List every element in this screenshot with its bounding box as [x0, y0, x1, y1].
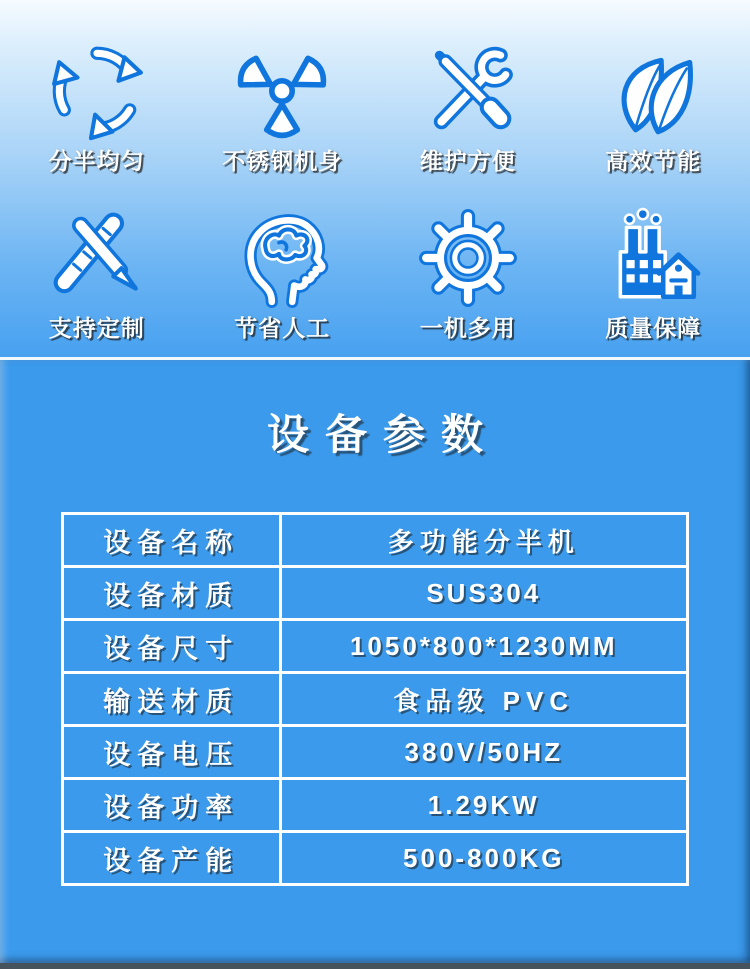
feature-label: 质量保障 [605, 314, 702, 341]
table-row [63, 726, 688, 779]
feature-quality-guarantee [561, 181, 747, 348]
spec-value: 1050*800*1230MM [280, 620, 688, 673]
feature-label: 支持定制 [48, 314, 145, 341]
feature-customizable [4, 181, 190, 348]
spec-label: 设备产能 [63, 832, 281, 885]
feature-label: 不锈钢机身 [222, 148, 343, 175]
specs-panel [0, 357, 750, 969]
gear-icon [417, 207, 519, 309]
fan-icon [231, 40, 333, 142]
feature-energy-saving [561, 14, 747, 181]
spec-value: SUS304 [280, 567, 688, 620]
feature-labor-saving [190, 181, 376, 348]
leaves-icon [602, 40, 704, 142]
spec-label: 设备功率 [63, 779, 281, 832]
spec-label: 设备名称 [63, 514, 281, 567]
spec-value: 多功能分半机 [280, 514, 688, 567]
pencil-ruler-icon [46, 207, 148, 309]
panel-title: 设备参数 [266, 411, 499, 458]
spec-label: 设备电压 [63, 726, 281, 779]
table-row [63, 620, 688, 673]
recycle-icon [46, 40, 148, 142]
feature-multi-use [375, 181, 561, 348]
table-row [63, 514, 688, 567]
feature-stainless-body [190, 14, 376, 181]
spec-label: 输送材质 [63, 673, 281, 726]
factory-icon [602, 207, 704, 309]
specs-table [61, 512, 689, 886]
feature-label: 维护方便 [419, 148, 516, 175]
feature-label: 节省人工 [234, 314, 331, 341]
features-grid [0, 0, 750, 357]
spec-value: 500-800KG [280, 832, 688, 885]
tools-icon [417, 40, 519, 142]
table-row [63, 673, 688, 726]
spec-value: 食品级 PVC [280, 673, 688, 726]
feature-label: 分半均匀 [48, 148, 145, 175]
spec-label: 设备尺寸 [63, 620, 281, 673]
spec-label: 设备材质 [63, 567, 281, 620]
feature-label: 高效节能 [605, 148, 702, 175]
feature-label: 一机多用 [419, 314, 516, 341]
table-row [63, 567, 688, 620]
spec-value: 380V/50HZ [280, 726, 688, 779]
spec-value: 1.29KW [280, 779, 688, 832]
table-row [63, 779, 688, 832]
feature-easy-maintenance [375, 14, 561, 181]
brain-icon [231, 207, 333, 309]
feature-even-halving [4, 14, 190, 181]
table-row [63, 832, 688, 885]
